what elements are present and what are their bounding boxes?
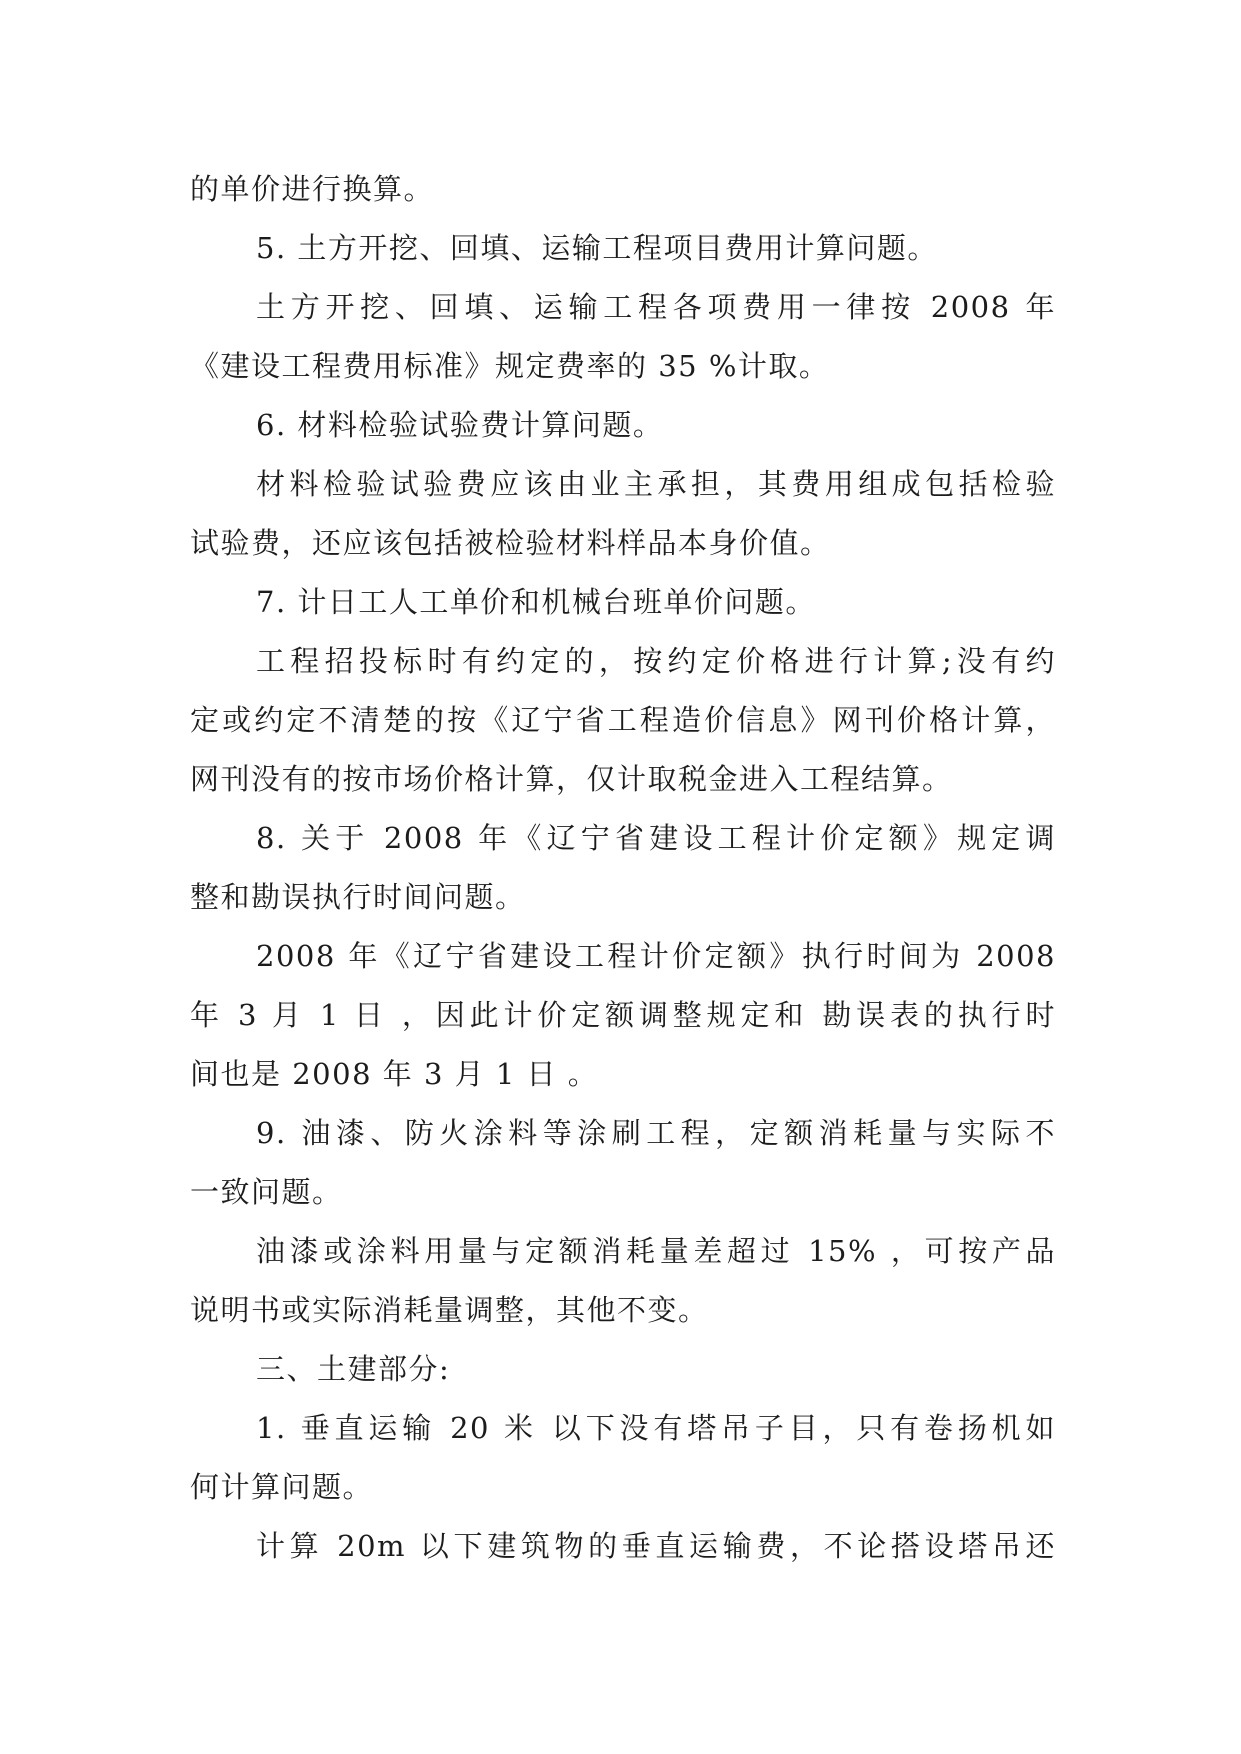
- text-line: 土方开挖、回填、运输工程各项费用一律按 2008 年: [256, 290, 1056, 324]
- text-line: 一致问题。: [190, 1175, 343, 1209]
- text-line: 间也是 2008 年 3 月 1 日 。: [190, 1057, 599, 1091]
- text-line: 定或约定不清楚的按《辽宁省工程造价信息》网刊价格计算，: [190, 703, 1056, 737]
- text-line: 材料检验试验费应该由业主承担，其费用组成包括检验: [256, 467, 1056, 501]
- text-line: 年 3 月 1 日 ，因此计价定额调整规定和 勘误表的执行时: [190, 998, 1056, 1032]
- text-line: 8. 关于 2008 年《辽宁省建设工程计价定额》规定调: [256, 821, 1056, 855]
- text-line: 网刊没有的按市场价格计算，仅计取税金进入工程结算。: [190, 762, 953, 796]
- text-line: 说明书或实际消耗量调整，其他不变。: [190, 1293, 709, 1327]
- text-line: 工程招投标时有约定的，按约定价格进行计算;没有约: [256, 644, 1056, 678]
- text-line: 《建设工程费用标准》规定费率的 35 %计取。: [190, 349, 830, 383]
- text-line: 油漆或涂料用量与定额消耗量差超过 15% ，可按产品: [256, 1234, 1056, 1268]
- text-line: 5. 土方开挖、回填、运输工程项目费用计算问题。: [256, 231, 938, 265]
- document-body: [190, 160, 1056, 1576]
- text-line: 何计算问题。: [190, 1470, 374, 1504]
- text-line: 试验费，还应该包括被检验材料样品本身价值。: [190, 526, 831, 560]
- text-line: 9. 油漆、防火涂料等涂刷工程，定额消耗量与实际不: [256, 1116, 1056, 1150]
- text-line: 2008 年《辽宁省建设工程计价定额》执行时间为 2008: [256, 939, 1056, 973]
- text-line: 三、土建部分:: [256, 1352, 451, 1386]
- text-line: 6. 材料检验试验费计算问题。: [256, 408, 664, 442]
- text-line: 1. 垂直运输 20 米 以下没有塔吊子目，只有卷扬机如: [256, 1411, 1056, 1445]
- text-line: 7. 计日工人工单价和机械台班单价问题。: [256, 585, 816, 619]
- text-line: 整和勘误执行时间问题。: [190, 880, 526, 914]
- text-line: 的单价进行换算。: [190, 172, 435, 206]
- text-line: 计算 20m 以下建筑物的垂直运输费，不论搭设塔吊还: [256, 1529, 1056, 1563]
